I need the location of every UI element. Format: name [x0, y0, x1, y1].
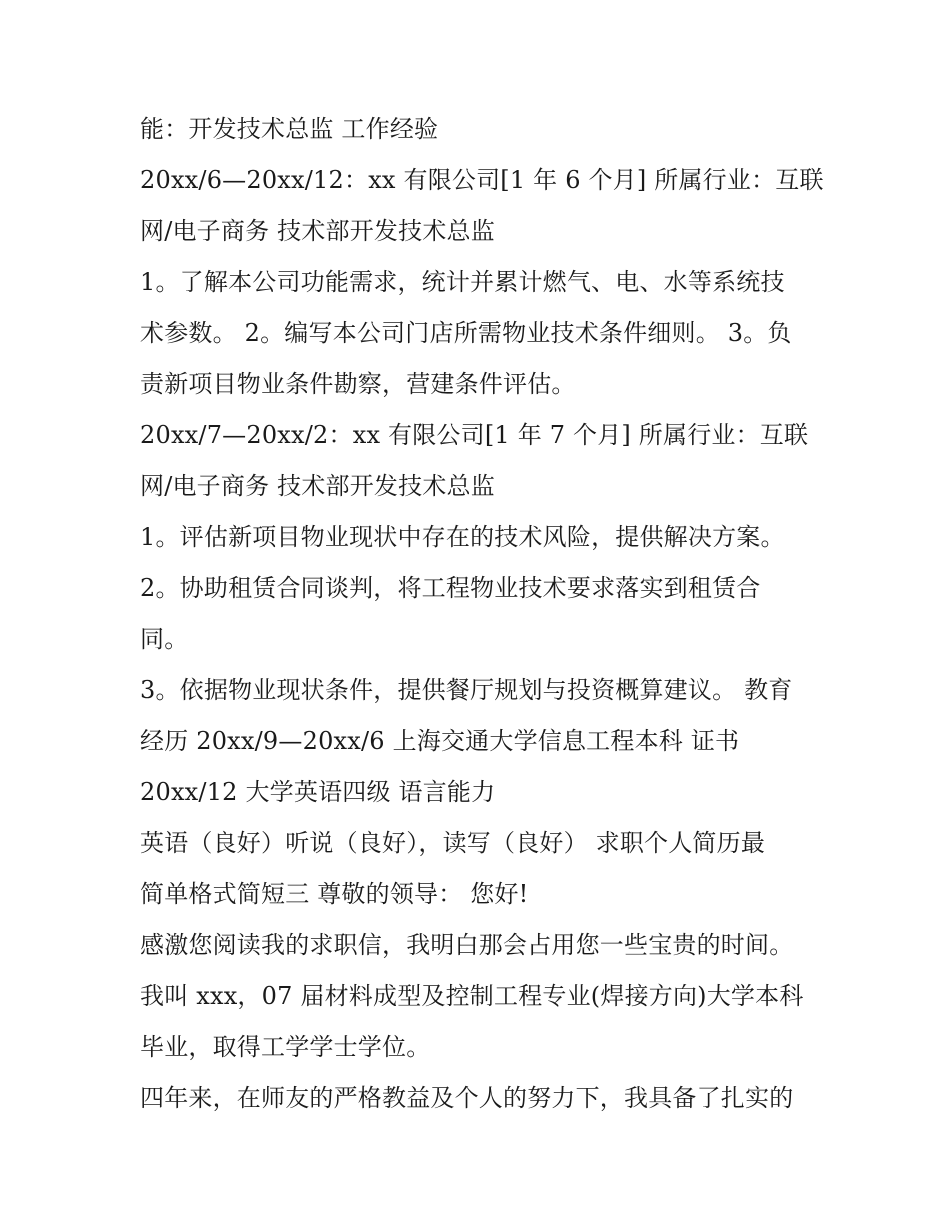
text-line: 20xx/12 大学英语四级 语言能力 [140, 778, 496, 806]
text-line: 英语（良好）听说（良好），读写（良好） 求职个人简历最 [140, 829, 766, 857]
text-line: 网/电子商务 技术部开发技术总监 [140, 472, 495, 500]
text-line: 20xx/7—20xx/2：xx 有限公司[1 年 7 个月] 所属行业：互联 [140, 421, 809, 449]
document-body [140, 104, 830, 1124]
text-line: 能：开发技术总监 工作经验 [140, 115, 439, 143]
text-line: 感激您阅读我的求职信，我明白那会占用您一些宝贵的时间。 [140, 931, 794, 959]
text-line: 同。 [140, 625, 189, 653]
text-line: 毕业，取得工学学士学位。 [140, 1033, 431, 1061]
text-line: 1。了解本公司功能需求，统计并累计燃气、电、水等系统技 [140, 268, 785, 296]
text-line: 20xx/6—20xx/12：xx 有限公司[1 年 6 个月] 所属行业：互联 [140, 166, 824, 194]
text-line: 网/电子商务 技术部开发技术总监 [140, 217, 495, 245]
text-line: 责新项目物业条件勘察，营建条件评估。 [140, 370, 576, 398]
text-line: 四年来，在师友的严格教益及个人的努力下，我具备了扎实的 [140, 1084, 794, 1112]
text-line: 简单格式简短三 尊敬的领导： 您好! [140, 880, 529, 908]
text-line: 2。协助租赁合同谈判，将工程物业技术要求落实到租赁合 [140, 574, 761, 602]
text-line: 术参数。 2。编写本公司门店所需物业技术条件细则。 3。负 [140, 319, 792, 347]
text-line: 3。依据物业现状条件，提供餐厅规划与投资概算建议。 教育 [140, 676, 793, 704]
text-line: 我叫 xxx，07 届材料成型及控制工程专业(焊接方向)大学本科 [140, 982, 804, 1010]
text-line: 1。评估新项目物业现状中存在的技术风险，提供解决方案。 [140, 523, 785, 551]
text-line: 经历 20xx/9—20xx/6 上海交通大学信息工程本科 证书 [140, 727, 740, 755]
